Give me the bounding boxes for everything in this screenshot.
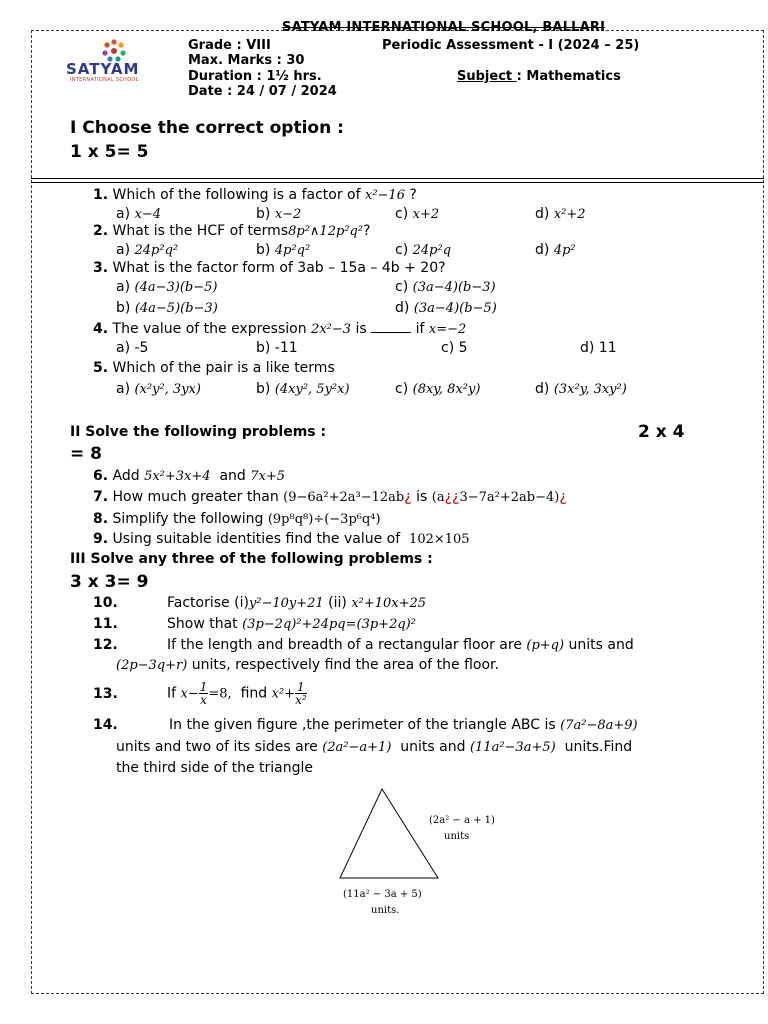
q1-text: Which of the following is a factor of (112, 187, 361, 203)
question-6 (93, 468, 285, 484)
q3-d-label: d) (395, 300, 410, 316)
school-logo (64, 38, 164, 82)
q3-c-value: (3a−4)(b−3) (412, 280, 496, 295)
q12-text-line1: If the length and breadth of a rectangular floor are (167, 637, 522, 653)
q1-expr: x²−16 (364, 188, 405, 203)
q14-expr3: (11a²−3a+5) (469, 740, 556, 755)
q4-expr: 2x²−3 (311, 322, 352, 337)
q1-b-label: b) (256, 206, 271, 222)
q3-b-label: b) (116, 300, 131, 316)
q1-a-value: x−4 (134, 207, 161, 222)
q7-expr2a: (a (431, 490, 445, 505)
q1-a-label: a) (116, 206, 131, 222)
q12-expr2: (2p−3q+r) (116, 658, 188, 673)
q4-tail: if (415, 321, 425, 337)
q13-fraction-2 (295, 681, 307, 706)
section-3-title: III Solve any three of the following problems : (70, 551, 433, 567)
q3-option-a (116, 279, 217, 295)
triangle-abc (340, 789, 438, 878)
q13-frac2-num: 1 (297, 680, 305, 694)
q1-number: 1. (93, 187, 109, 203)
q6-expr1: 5x²+3x+4 (144, 469, 211, 484)
q5-option-a (116, 381, 201, 397)
q14-text-line2b: units and (400, 739, 466, 755)
q7-error-glyph-3: ¿ (559, 489, 567, 505)
q11-text: Show that (167, 616, 238, 632)
q4-blank (371, 320, 411, 333)
section-3-marks: 3 x 3= 9 (70, 572, 149, 592)
q3-text: What is the factor form of 3ab – 15a – 4b + 20? (112, 260, 446, 276)
subject (457, 69, 621, 84)
q1-b-value: x−2 (274, 207, 302, 222)
q10-expr1: y²−10y+21 (248, 596, 324, 611)
q14-text-line3: the third side of the triangle (116, 760, 314, 776)
q6-expr2: 7x+5 (250, 469, 286, 484)
q1-option-d (535, 206, 586, 222)
q14-expr2: (2a²−a+1) (322, 740, 392, 755)
q2-b-value: 4p²q² (274, 243, 311, 258)
question-14 (93, 717, 638, 733)
q13-frac-den: x (200, 693, 207, 707)
q7-text: How much greater than (112, 489, 279, 505)
q5-b-value: (4xy², 5y²x) (274, 382, 350, 397)
question-2 (93, 223, 370, 239)
question-14-line2 (116, 739, 632, 755)
question-5 (93, 360, 335, 376)
q3-option-d (395, 300, 497, 316)
triangle-side-label: (2a² − a + 1) (429, 815, 495, 826)
q2-option-d (535, 242, 576, 258)
q2-option-b (256, 242, 310, 258)
q2-b-label: b) (256, 242, 271, 258)
q3-option-b (116, 300, 218, 316)
q7-error-glyph-2: ¿¿ (444, 489, 460, 505)
q4-mid: is (355, 321, 367, 337)
q9-expr: 102×105 (409, 532, 470, 547)
section-2-marks: 2 x 4 (638, 422, 685, 442)
q2-number: 2. (93, 223, 109, 239)
q10-text: Factorise (i) (167, 595, 249, 611)
q7-is: is (411, 489, 432, 505)
q2-c-label: c) (395, 242, 409, 258)
q6-number: 6. (93, 468, 109, 484)
q1-option-a (116, 206, 161, 222)
section-1-marks: 1 x 5= 5 (70, 142, 149, 162)
q1-c-label: c) (395, 206, 409, 222)
q9-number: 9. (93, 531, 109, 547)
question-7 (93, 489, 567, 505)
q5-b-label: b) (256, 381, 271, 397)
q4-text: The value of the expression (112, 321, 307, 337)
q12-tail: units and (568, 637, 634, 653)
q10-expr2: x²+10x+25 (351, 596, 427, 611)
q8-number: 8. (93, 511, 109, 527)
header-divider-top (31, 178, 764, 179)
q2-option-a (116, 242, 178, 258)
q2-option-c (395, 242, 451, 258)
q4-condition: x=−2 (428, 322, 467, 337)
q5-option-b (256, 381, 350, 397)
question-11 (93, 616, 416, 632)
section-2-title: II Solve the following problems : (70, 424, 327, 440)
q13-if: If (167, 685, 177, 702)
q5-a-label: a) (116, 381, 131, 397)
q5-a-value: (x²y², 3yx) (134, 382, 201, 397)
q14-expr1: (7a²−8a+9) (560, 718, 638, 733)
q12-text-line2: units, respectively find the area of the floor. (191, 657, 499, 673)
assessment-title: Periodic Assessment - I (2024 – 25) (382, 38, 640, 53)
q13-lhs: x− (180, 686, 199, 702)
q1-option-b (256, 206, 301, 222)
q1-option-c (395, 206, 439, 222)
subject-value: : Mathematics (516, 69, 621, 84)
question-3 (93, 260, 446, 276)
q4-number: 4. (93, 321, 109, 337)
q7-error-glyph-1: ¿ (404, 489, 412, 505)
q4-option-d: d) 11 (580, 340, 617, 356)
q13-fraction (199, 681, 209, 706)
exam-date: Date : 24 / 07 / 2024 (188, 84, 337, 99)
q7-number: 7. (93, 489, 109, 505)
q3-option-c (395, 279, 496, 295)
q7-expr1: (9−6a²+2a³−12ab (283, 490, 405, 505)
header-divider-bottom (31, 182, 764, 183)
q12-expr1: (p+q) (526, 638, 565, 653)
q2-text: What is the HCF of terms (112, 223, 289, 239)
q5-c-label: c) (395, 381, 409, 397)
q6-and: and (219, 468, 246, 484)
q2-tail: ? (363, 223, 371, 239)
question-12 (93, 637, 634, 653)
q5-d-label: d) (535, 381, 550, 397)
q13-rhs: x²+ (271, 686, 296, 702)
q2-c-value: 24p²q (412, 243, 452, 258)
triangle-base-unit: units. (371, 905, 400, 916)
q11-expr: (3p−2q)²+24pq=(3p+2q)² (242, 617, 416, 632)
q11-number: 11. (93, 616, 118, 632)
question-4 (93, 320, 466, 337)
max-marks: Max. Marks : 30 (188, 53, 305, 68)
question-9 (93, 531, 470, 547)
q2-a-label: a) (116, 242, 131, 258)
q1-c-value: x+2 (412, 207, 440, 222)
triangle-side-unit: units (444, 831, 470, 842)
question-8 (93, 511, 381, 527)
q5-option-c (395, 381, 480, 397)
q2-d-value: 4p² (553, 243, 576, 258)
q5-d-value: (3x²y, 3xy²) (553, 382, 627, 397)
q2-d-label: d) (535, 242, 550, 258)
q1-d-label: d) (535, 206, 550, 222)
q3-b-value: (4a−5)(b−3) (134, 301, 218, 316)
q4-option-c: c) 5 (441, 340, 468, 356)
question-1 (93, 187, 417, 203)
logo-subtitle: INTERNATIONAL SCHOOL (70, 77, 139, 83)
q9-text: Using suitable identities find the value of (108, 531, 401, 547)
q13-frac-num: 1 (199, 680, 208, 694)
q3-a-value: (4a−3)(b−5) (134, 280, 218, 295)
q5-option-d (535, 381, 627, 397)
q4-option-a: a) -5 (116, 340, 149, 356)
subject-label: Subject (457, 69, 517, 84)
q10-number: 10. (93, 595, 118, 611)
q4-option-b: b) -11 (256, 340, 298, 356)
q8-expr: (9p⁸q⁸)÷(−3p⁶q⁴) (267, 512, 381, 527)
q1-tail: ? (404, 187, 417, 203)
q7-expr2b: 3−7a²+2ab−4) (459, 490, 560, 505)
section-2-marks-total: = 8 (70, 444, 102, 464)
question-13 (93, 681, 307, 706)
school-name: SATYAM INTERNATIONAL SCHOOL, BALLARI (282, 20, 606, 35)
q6-text: Add (112, 468, 140, 484)
q3-c-label: c) (395, 279, 409, 295)
q13-frac2-den: x² (295, 693, 307, 707)
q14-text-line2a: units and two of its sides are (116, 739, 318, 755)
q5-number: 5. (93, 360, 109, 376)
q13-equals: =8, (208, 686, 232, 702)
triangle-base-label: (11a² − 3a + 5) (343, 889, 422, 900)
grade: Grade : VIII (188, 38, 271, 53)
q14-text-line1: In the given figure ,the perimeter of the triangle ABC is (169, 717, 556, 733)
q12-number: 12. (93, 637, 118, 653)
q13-find: find (240, 685, 268, 702)
logo-wordmark: SATYAM (66, 60, 140, 78)
triangle-figure (330, 785, 530, 890)
q1-d-value: x²+2 (553, 207, 586, 222)
q5-text: Which of the pair is a like terms (112, 360, 335, 376)
q5-c-value: (8xy, 8x²y) (412, 382, 481, 397)
q3-number: 3. (93, 260, 109, 276)
q13-number: 13. (93, 685, 118, 702)
question-10 (93, 595, 426, 611)
question-12-line2 (116, 657, 499, 673)
q10-part-ii: (ii) (323, 595, 347, 611)
section-1-title: I Choose the correct option : (70, 118, 344, 138)
q14-number: 14. (93, 717, 118, 733)
q8-text: Simplify the following (112, 511, 264, 527)
q14-text-line2c: units.Find (564, 739, 633, 755)
q3-a-label: a) (116, 279, 131, 295)
q3-d-value: (3a−4)(b−5) (413, 301, 497, 316)
q2-a-value: 24p²q² (134, 243, 179, 258)
q2-expr: 8p²∧12p²q² (288, 224, 364, 239)
duration: Duration : 1½ hrs. (188, 69, 322, 84)
